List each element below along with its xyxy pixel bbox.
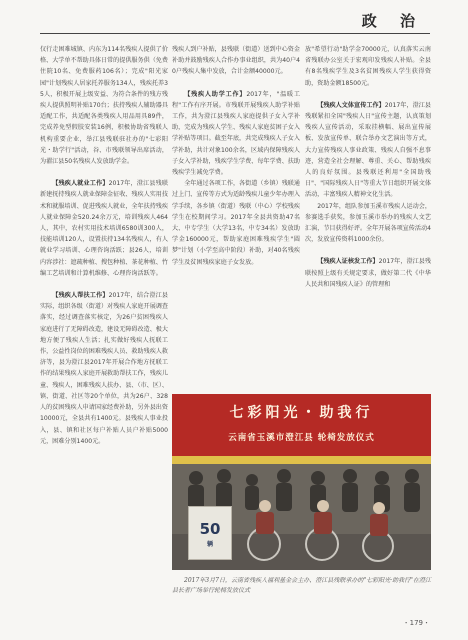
- paragraph: [305, 100, 431, 201]
- section-heading: 【残疾人就业工作】: [52, 180, 109, 188]
- paragraph: [40, 290, 168, 447]
- text-column-3: [305, 44, 431, 290]
- paragraph: 放"希望行动"助学金70000元，认真落实云南省残联办公室关于宏观印发残疾人补贴。全县有8名残疾学生及3名贫困残疾人学生获得资助，资助金额18500元。: [305, 46, 431, 87]
- page-number: ・179・: [402, 619, 430, 627]
- header-rule: [40, 33, 430, 34]
- text-column-1: [40, 44, 168, 447]
- section-title: 政 治: [361, 12, 424, 30]
- placard-sign: [188, 506, 232, 560]
- paragraph: [305, 256, 431, 290]
- paragraph: [172, 89, 300, 179]
- photo-caption: 2017年3月7日，云南省残疾人福利基金会主办、澄江县残联承办的"七彩阳光·助我行"在澄江县长者广场举行轮椅发放仪式: [172, 577, 431, 594]
- section-heading: 【残疾人证核发工作】: [317, 258, 379, 266]
- paragraph: 仅行走困难城镇、内东为114名残疾人提供了价格、大学单不帮助具体日常的提供服务供（免费住院10名、免费服药106名）；完成"阳光家园"计划残疾人居家托养服务134人，残疾托养35人，积极开展上级安益、为符合条件的残方残疾人提供照明补贴170台；扶持残疾人辅助器具适配工作，共适配各类残疾人用品用具89件，完成养免型假肢安装16例，积极协助省残联人机构重要企业，举江县残联驻社办的"七彩阳光・助学行"活动，谷、市残联领导出席活动，为濯江县50名残疾人发放助学金。: [40, 46, 168, 166]
- paragraph-text: 2017年，结合澄江县实际，组织各级（街道）对残疾人家庭开展调查落实，经过调查落实核定，为26户贫困残疾人家庭进行了无障碍改造，建设无障碍改造、极大地方便了残疾人生活；扎实做好残疾人抚联工作，公益性岗位的困难残疾人员、救助残疾人救济等，县为澄江县2017年开展合作地方抚联工作的结果残疾人家庭开展救助帮扶工作，残疾儿童、残疾人，困难残疾人扶办、县、（市、区）、镇、街道、社区等20个单位，共为26户、328人的贫困残疾人申请国家经费补助，另外县出资10000元，全县共有1400元。县残疾人事业投入，县、镇和社区每户补贴人员户补贴5000元，困难分别1400元。: [40, 292, 168, 445]
- paragraph-text: 2017年，"温暖工程"工作有序开展。市残联开展残疾人助学补贴工作，共为澄江县残疾人家庭提供子女入学补助，完成为残疾人学生、残疾人家庭贫困子女入学补贴等项目。截至年底，共完成残疾人子女入学补助，共计对象100余名，区域内保障残疾人子女入学补助，残疾学生学费、每年学费、扶助残疾学生减免学费。: [172, 90, 300, 177]
- banner-title: 七彩阳光・助我行: [229, 405, 374, 421]
- paragraph-text: 2017年，澄江县残联新建抚持残疾人就业保障金征收、残疾人实用技术和就服培训、促进残疾人就业，全年扶持残疾人就业保障金520.24余万元，培训残疾人464人，其中，农村实用技术培训6580训300人，技能培训120人，设置扶持134名残疾人，有人就业学习培训、心理咨询活跃；县26人，培训内容涉社：遮疏种植、搜包种植、茶花种植、竹编工艺培训和计算机维修、心理咨询活跃等。: [40, 180, 168, 277]
- section-heading: 【残疾人文体宣传工作】: [317, 101, 385, 109]
- placard-label: 辆: [206, 541, 213, 548]
- event-banner: [172, 394, 431, 464]
- paragraph: 残疾人到户补贴，县残联（街道）送到中心资金补助并鼓励残疾人合作办事业组织，共为40户40户残疾人集中发放，合计金额40000元。: [172, 46, 300, 76]
- paragraph: 2017年，组队参加玉溪市残疾人运动会，参赛选手获奖，参加玉溪市举办的残疾人文艺汇演，节目获得好评。全年开展各项宣传活动4次，发放宣传资料1000余份。: [305, 202, 431, 244]
- text-column-2: [172, 44, 300, 268]
- banner-subtitle: 云南省玉溪市澄江县 轮椅发放仪式: [228, 433, 375, 443]
- paragraph-text: 2017年，澄江县残联紧扣全国"残疾人日"宣传主题，认真策划残疾人宣传活动，采取挂横幅、展出宣传展板、发放宣传单、联合举办文艺演出等方式，大力宣传残疾人事业政策、残疾人自强不息事迹，营造全社会理解、尊重、关心、帮助残疾人的良好氛围。县残联还利用"全国助残日"、"国际残疾人日"等重大节日组织开展文体活动，丰富残疾人精神文化生活。: [305, 101, 432, 199]
- paragraph-text: 2017年，澄江县残联按照上级有关规定要求，做好第二代《中华人民共和国残疾人证》的管理和: [305, 258, 431, 288]
- placard-number: 50: [199, 520, 221, 538]
- section-heading: 【残疾人帮扶工作】: [52, 292, 109, 300]
- event-photo: [172, 394, 431, 570]
- banner-stripe: [172, 456, 431, 464]
- paragraph: 全年通过各项工作，各街道（乡镇）残联通过上门、宣传等方式为适龄残疾儿童少年办理入学手续，各乡镇（街道）残联（中心）学校残疾学生在校期间学习。2017年全县共资助47名大、中专学生（大学13名，中专34名）发放助学金160000元，帮助家庭困难残疾学生"圆梦"计划（小学至高中阶段）补助，对40名残疾学生及贫困残疾家庭子女发放。: [172, 180, 300, 266]
- paragraph: [40, 178, 168, 279]
- section-heading: 【残疾人助学工作】: [184, 90, 247, 98]
